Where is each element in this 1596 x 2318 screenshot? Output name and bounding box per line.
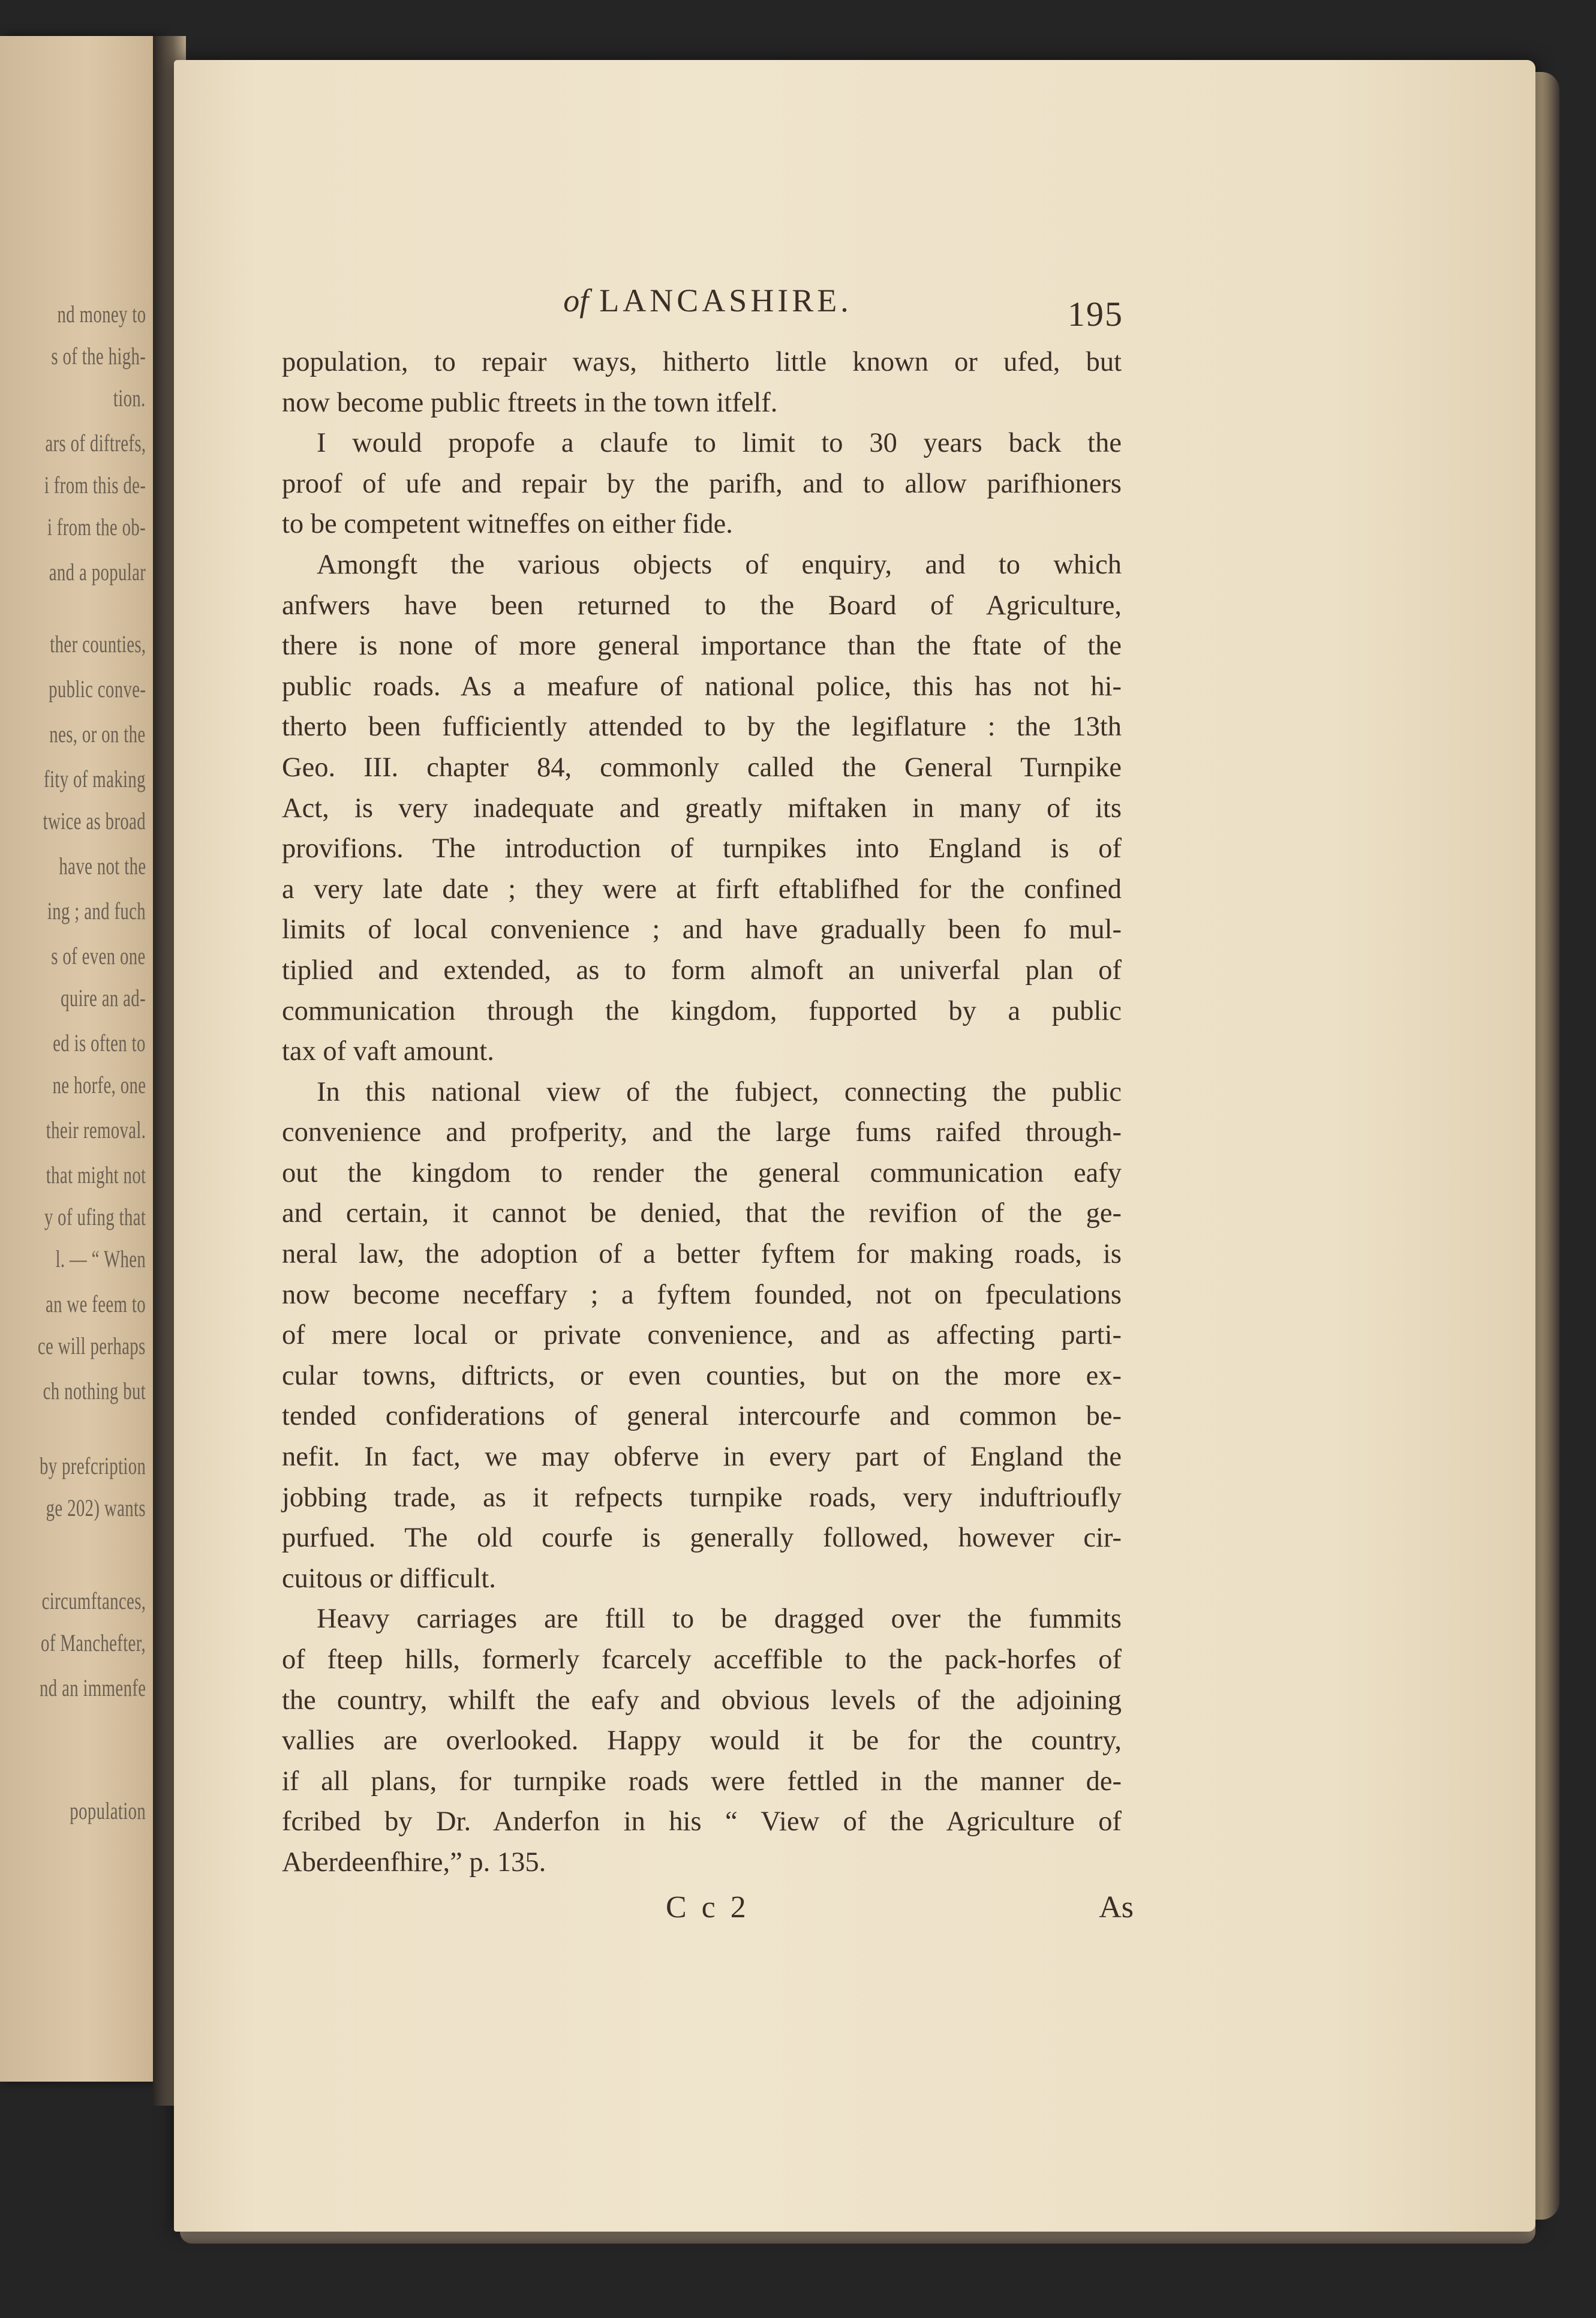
left-page-fragment: have not the [58,852,146,879]
text-line: provifions. The introduction of turnpikes into England is of [282,833,1122,864]
text-line: tiplied and extended, as to form almoft an univerfal plan of [282,954,1122,986]
left-page-fragment: an we feem to [45,1290,146,1317]
left-page-fragment: i from this de- [44,472,146,499]
left-page-fragment: ing ; and fuch [47,897,146,924]
text-line: there is none of more general importance than the ftate of the [282,630,1122,662]
left-page-fragment: ne horfe, one [52,1071,146,1098]
left-page-fragment: that might not [46,1161,146,1188]
left-page-fragment: their removal. [46,1116,146,1143]
text-line: now become public ftreets in the town itfelf. [282,387,778,418]
left-page-fragment: quire an ad- [61,984,146,1011]
page-number: 195 [1068,295,1123,334]
left-page [0,36,159,2082]
text-line: limits of local convenience ; and have gradually been fo mul- [282,914,1122,945]
text-line: fcribed by Dr. Anderfon in his “ View of the Agriculture of [282,1806,1122,1837]
text-line: tax of vaft amount. [282,1036,494,1067]
text-line: neral law, the adoption of a better fyftem for making roads, is [282,1239,1122,1270]
text-line: nefit. In fact, we may obferve in every part of England the [282,1442,1122,1473]
text-line: Heavy carriages are ftill to be dragged over the fummits [317,1604,1122,1635]
text-line: of mere local or private convenience, and as affecting parti- [282,1320,1122,1351]
left-page-fragment: ge 202) wants [46,1494,146,1521]
left-page-fragment: fity of making [44,765,146,792]
left-page-fragment: twice as broad [43,807,146,834]
text-line: therto been fufficiently attended to by the legiflature : the 13th [282,711,1122,743]
running-head-county: LANCASHIRE. [599,283,852,319]
left-page-fragment: nd money to [57,301,146,328]
text-line: vallies are overlooked. Happy would it be for the country, [282,1725,1122,1756]
left-page-fragment: s of the high- [51,343,146,370]
text-line: tended confiderations of general intercourfe and common be- [282,1401,1122,1432]
left-page-fragment: circumftances, [41,1587,146,1614]
left-page-fragment: l. — “ When [55,1245,146,1272]
running-head-title [282,282,1134,319]
left-page-fragment: and a popular [49,559,146,585]
text-line: and certain, it cannot be denied, that the revifion of the ge- [282,1198,1122,1229]
left-page-fragment: ars of diftrefs, [44,430,146,457]
left-page-fragment: tion. [113,385,146,412]
text-line: anfwers have been returned to the Board of Agriculture, [282,590,1122,621]
text-line: public roads. As a meafure of national police, this has not hi- [282,671,1122,702]
left-page-fragment: ce will perhaps [38,1332,146,1359]
page-footer [282,1890,1134,1932]
body-text [282,342,1122,1883]
text-line: out the kingdom to render the general communication eafy [282,1157,1122,1188]
text-line: a very late date ; they were at firft eftablifhed for the confined [282,873,1122,905]
text-line: purfued. The old courfe is generally followed, however cir- [282,1523,1122,1554]
text-line: cuitous or difficult. [282,1563,496,1594]
left-page-fragment: y of ufing that [44,1203,146,1230]
running-head-of: of [563,283,589,319]
left-page-fragment: public conve- [48,675,146,702]
left-page-fragment: i from the ob- [47,514,146,541]
left-page-fragment: population [70,1797,146,1824]
left-page-fragment: nes, or on the [49,720,146,747]
left-page-fragment: by prefcription [39,1452,146,1479]
left-page-fragment: of Manchefter, [40,1629,146,1656]
text-line: to be competent witneffes on either fide. [282,509,733,540]
text-line: I would propofe a claufe to limit to 30 years back the [317,428,1122,459]
text-line: cular towns, diftricts, or even counties, but on the more ex- [282,1360,1122,1391]
left-page-fragment: ther counties, [49,630,146,657]
text-line: the country, whilft the eafy and obvious levels of the adjoining [282,1685,1122,1716]
text-line: communication through the kingdom, fupported by a public [282,995,1122,1026]
text-line: Act, is very inadequate and greatly miftaken in many of its [282,792,1122,824]
text-line: of fteep hills, formerly fcarcely acceffible to the pack-horfes of [282,1644,1122,1675]
left-page-fragment: nd an immenfe [39,1674,146,1701]
text-line: In this national view of the fubject, connecting the public [317,1076,1122,1107]
text-line: Amongft the various objects of enquiry, and to which [317,549,1122,580]
text-line: Geo. III. chapter 84, commonly called the General Turnpike [282,752,1122,783]
text-line: if all plans, for turnpike roads were fettled in the manner de- [282,1765,1122,1797]
left-page-fragment: ed is often to [53,1029,146,1056]
text-line: proof of ufe and repair by the parifh, and to allow parifhioners [282,468,1122,499]
text-line: population, to repair ways, hitherto little known or ufed, but [282,347,1122,377]
running-head [282,282,1134,330]
text-line: Aberdeenfhire,” p. 135. [282,1846,546,1878]
left-page-fragment: s of even one [51,942,146,969]
text-line: now become neceffary ; a fyftem founded, not on fpeculations [282,1279,1122,1310]
signature-mark: C c 2 [666,1890,750,1924]
catchword: As [1099,1890,1134,1924]
left-page-fragment: ch nothing but [43,1377,146,1404]
text-line: convenience and profperity, and the large fums raifed through- [282,1117,1122,1148]
text-line: jobbing trade, as it refpects turnpike roads, very induftrioufly [282,1482,1122,1513]
